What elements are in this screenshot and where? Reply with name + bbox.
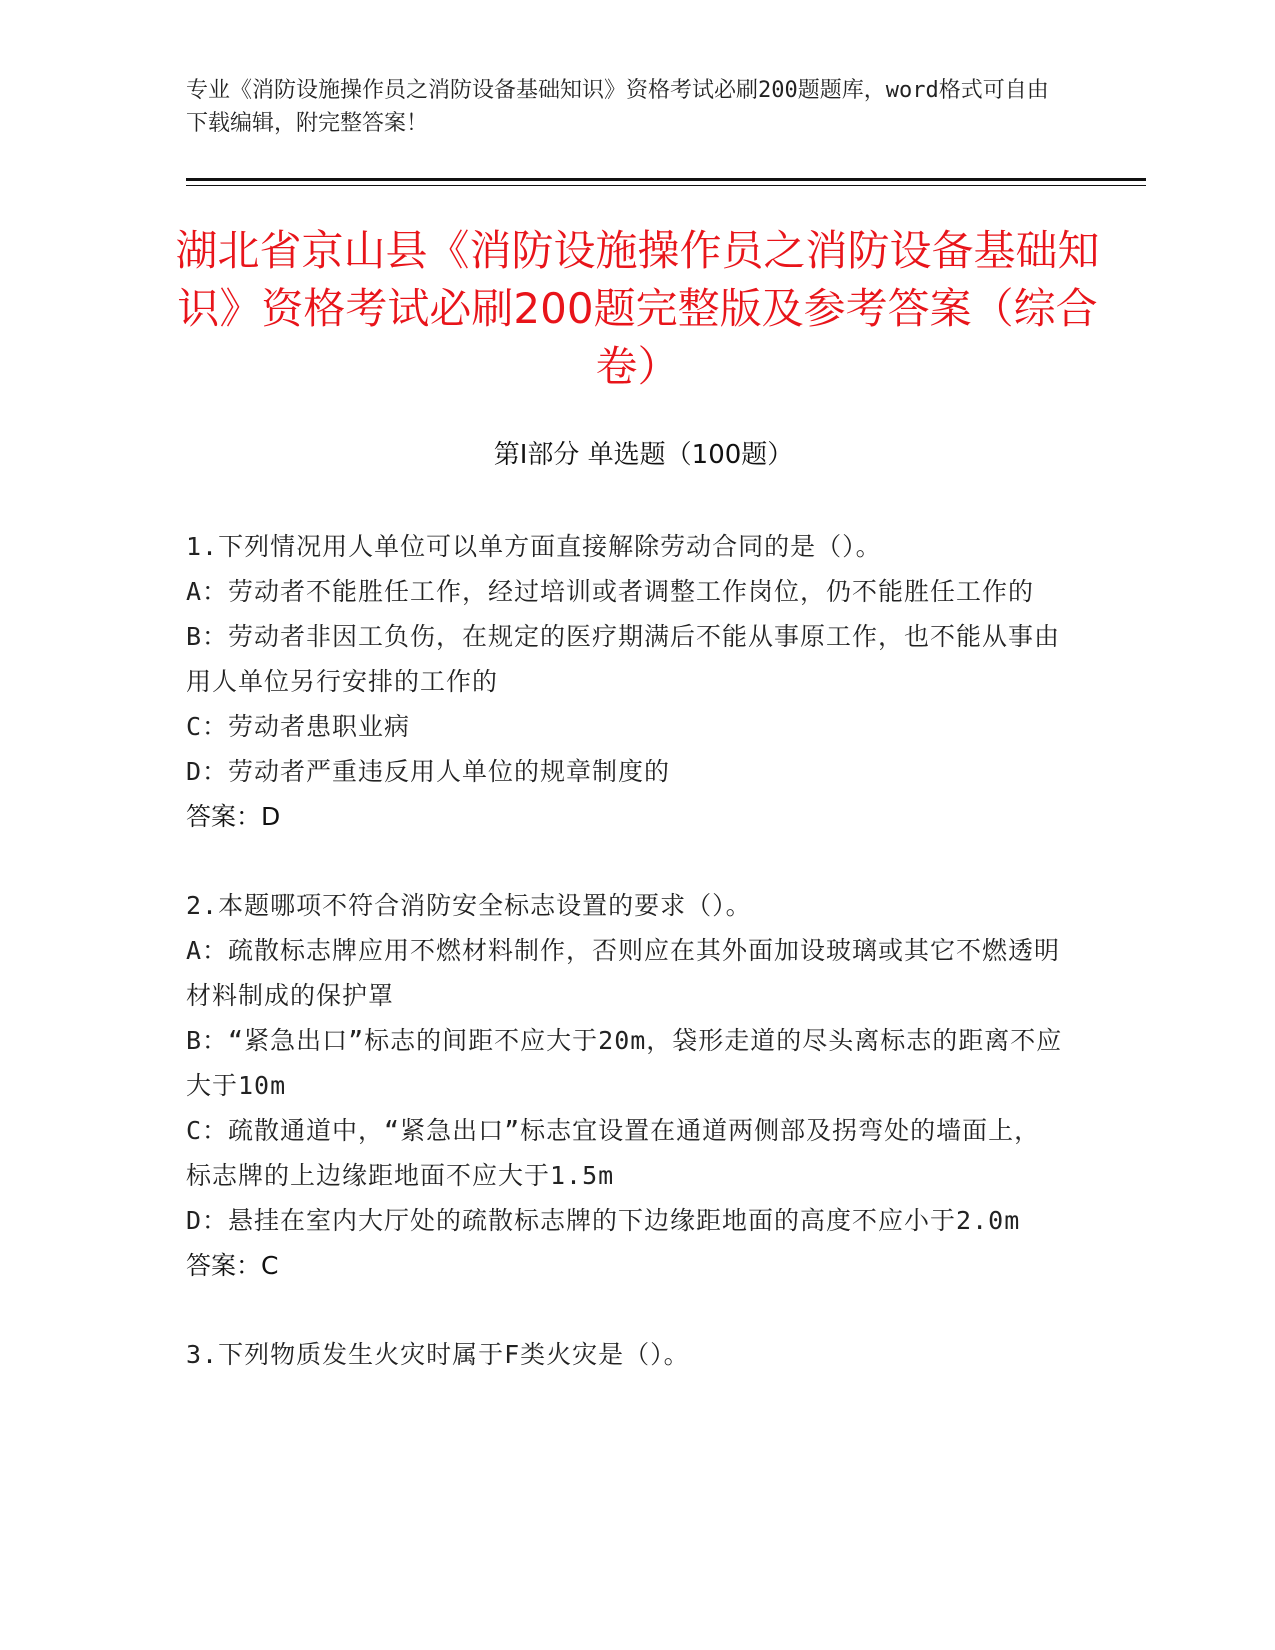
question-1 <box>186 524 1066 839</box>
answer: 答案：D <box>186 802 281 831</box>
question-3 <box>186 1332 1066 1377</box>
option-b: B：劳动者非因工负伤，在规定的医疗期满后不能从事原工作，也不能从事由用人单位另行安排的工作的 <box>186 622 1061 696</box>
question-stem: 1.下列情况用人单位可以单方面直接解除劳动合同的是（）。 <box>186 532 882 561</box>
question-stem: 2.本题哪项不符合消防安全标志设置的要求（）。 <box>186 891 752 920</box>
option-d: D：劳动者严重违反用人单位的规章制度的 <box>186 757 671 786</box>
header-rule-thin <box>186 185 1146 186</box>
option-c: C：疏散通道中，“紧急出口”标志宜设置在通道两侧部及拐弯处的墙面上，标志牌的上边缘距地面不应大于1.5m <box>186 1116 1041 1190</box>
option-a: A：疏散标志牌应用不燃材料制作，否则应在其外面加设玻璃或其它不燃透明材料制成的保护罩 <box>186 936 1061 1010</box>
section-heading: 第Ⅰ部分 单选题（100题） <box>493 440 794 470</box>
option-b: B：“紧急出口”标志的间距不应大于20m，袋形走道的尽头离标志的距离不应大于10m <box>186 1026 1063 1100</box>
option-d: D：悬挂在室内大厅处的疏散标志牌的下边缘距地面的高度不应小于2.0m <box>186 1206 1021 1235</box>
option-c: C：劳动者患职业病 <box>186 712 411 741</box>
document-title: 湖北省京山县《消防设施操作员之消防设备基础知识》资格考试必刷200题完整版及参考答案（综合卷） <box>175 226 1100 391</box>
answer: 答案：C <box>186 1251 279 1280</box>
header-note: 专业《消防设施操作员之消防设备基础知识》资格考试必刷200题题库，word格式可自由下载编辑，附完整答案！ <box>186 78 1049 136</box>
option-a: A：劳动者不能胜任工作，经过培训或者调整工作岗位，仍不能胜任工作的 <box>186 577 1035 606</box>
question-2 <box>186 883 1066 1288</box>
question-list <box>186 524 1066 1421</box>
header-rule-thick <box>186 178 1146 181</box>
question-stem: 3.下列物质发生火灾时属于F类火灾是（）。 <box>186 1340 690 1369</box>
